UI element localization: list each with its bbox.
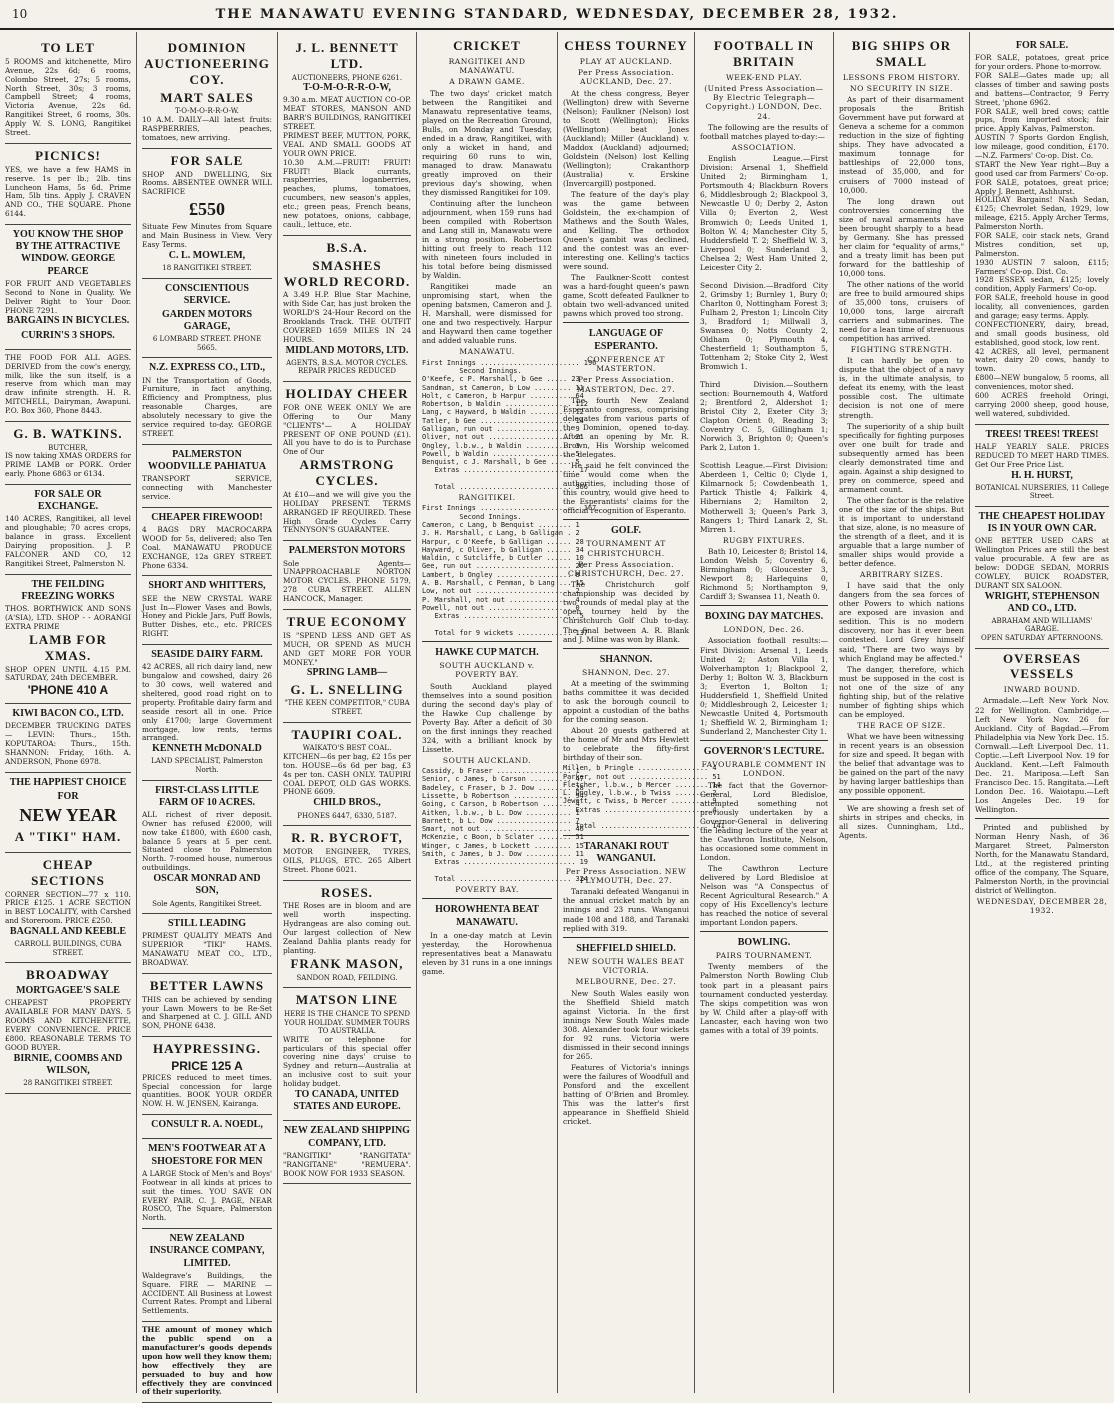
ad-for-sale <box>142 149 272 279</box>
ad-picnics <box>5 144 131 225</box>
page-columns <box>0 32 1114 1397</box>
ad-body: THIS can be achieved by sending your Lawn Mowers to be Re-Set and Sharpened at C. J. GILL AND SON, PHONE 6438. <box>142 994 272 1031</box>
ad-heading: PICNICS! <box>35 147 101 163</box>
ad-price: £550 <box>189 199 225 220</box>
ad-heading: SEASIDE DAIRY FARM. <box>151 649 263 661</box>
ad-cheapest-holiday <box>975 507 1109 649</box>
ad-taupiri-coal <box>283 723 411 827</box>
article-headline: BOXING DAY MATCHES. <box>704 611 824 623</box>
article-subheading: PLAY AT AUCKLAND. <box>579 56 673 66</box>
ad-body: THOS. BORTHWICK AND SONS (A'SIA), LTD. SHOP - - AORANGI EXTRA PRIME <box>5 604 131 631</box>
ad-heading: CONSULT R. A. NOEDL, <box>151 1119 263 1131</box>
article-dateline: Per Press Association. CHRISTCHURCH, Dec. 27. <box>568 559 684 579</box>
ad-subheading: GARDEN MOTORS GARAGE, <box>161 308 253 333</box>
article-paragraph: South Auckland played themselves into a sound position during the second day's play of the Hawke Cup challenge by Poverty Bay. After a deficit of 30 on the first innings they reached 324, with a brilliant knock by Lissette. <box>422 681 552 754</box>
ad-heading: BETTER LAWNS <box>149 977 265 993</box>
ad-subheading: KENNETH McDONALD <box>152 743 262 755</box>
ad-body: ALL richest of river deposit. Owner has refused £2000, will now take £1800, with £600 cash, balance 5 years at 5 per cent. Situated close to Palmerston North. 7-roomed house, numerous outbuildings. <box>142 809 272 873</box>
ad-body: FOR FRUIT AND VEGETABLES Second to None in Quality. We Deliver Right to Your Door. PHONE 7291. <box>5 278 131 315</box>
scoreboard: First Innings ........................ 196 Second Innings. O'Keefe, c P. Marshall, b Gee ..... 23 Sandman, st Cameron, b Low ......... 11 Holt, c Cameron, b Harpur .......... 64 Robertson, b Waldin ................ 112 Lang, c Hayward, b Waldin .......... 12 Tatler, b Gee ...................... 14 Galligan, run out .................. 9 Oliver, not out .................... 21 Ongley, l.b.w., b Waldin ........... 3 Powell, b Waldin ................... 5 Benquist, c J. Marshall, b Gee ..... 5 Extras ........................... 17 Total ........................... 366 <box>422 358 597 491</box>
classified-item: FOR SALE, potatoes, great price for your orders. Phone to-morrow. <box>975 53 1109 72</box>
ad-cheap-sections <box>5 853 131 964</box>
article-headline: GOVERNOR'S LECTURE. <box>703 745 825 757</box>
ad-text: WAIKATO'S BEST COAL. <box>302 744 392 753</box>
ad-heading: DOMINION AUCTIONEERING COY. <box>144 40 270 87</box>
ad-text: FOR <box>57 790 79 802</box>
ad-haypressing <box>142 1037 272 1115</box>
ad-short-whitters <box>142 576 272 645</box>
classified-item: FOR SALE, coir stack nets, Grand Mistres condition, set up, Palmerston. <box>975 231 1109 258</box>
scoreboard-heading: SOUTH AUCKLAND. <box>442 755 532 765</box>
ad-little-farm <box>142 781 272 915</box>
ad-heading: THE CHEAPEST HOLIDAY IS IN YOUR OWN CAR. <box>978 510 1106 534</box>
scoreboard-heading: POVERTY BAY. <box>455 885 519 895</box>
ad-holiday-cheer <box>283 382 411 541</box>
article-subheading: THE RACE OF SIZE. <box>857 720 946 730</box>
article-paragraph: The fourth New Zealand Esperanto congress, comprising delegates from various parts of the Dominion, opened to-day. After an opening by Mr. R. Brown, His Worship welcomed the delegates. <box>563 395 689 459</box>
article-paragraph: We are showing a fresh set of shirts in stripes and checks, in all sizes. Cunningham, Ltd., Agents. <box>839 804 964 841</box>
ad-body: PRIMEST QUALITY MEATS And SUPERIOR "TIKI" HAMS. MANAWATU MEAT CO., LTD., BROADWAY. <box>142 931 272 967</box>
article-headline: BIG SHIPS OR SMALL <box>851 38 952 69</box>
ad-body: CHEAPEST PROPERTY AVAILABLE FOR MANY DAYS. 5 ROOMS AND KITCHENETTE, EVERY CONVENIENCE. PRICE £800. REASONABLE TERMS TO GOOD BUYER. <box>5 998 131 1052</box>
article-paragraph: The fact that the Governor-General, Lord Bledisloe, attempted something not previously undertaken by a Governor-General in delivering the leading lecture of the year at the Cawthron Institute, Nelson, has occasioned some comment in London. <box>700 780 828 862</box>
ad-heading: HAYPRESSING. <box>153 1041 261 1057</box>
ad-body: A LARGE Stock of Men's and Boys' Footwear in all kinds at prices to suit the times. YOU SAVE ON EVERY PAIR. C. J. PAGE, NEAR ROSCO, The Square, Palmerston North. <box>142 1168 272 1223</box>
classified-item: 42 ACRES, all level, permanent water, dairy 20 cows, handy to town. <box>975 346 1109 374</box>
ad-subheading: CURRIN'S 3 SHOPS. <box>21 329 115 341</box>
article-headline: OVERSEAS VESSELS <box>1002 650 1082 682</box>
ad-roses <box>283 881 411 989</box>
article-headline: GOLF. <box>611 525 641 537</box>
article-subheading: FIGHTING STRENGTH. <box>850 345 953 355</box>
ad-heading: R. R. BYCROFT, <box>291 830 403 846</box>
ad-watkins <box>5 422 131 485</box>
article-subheading: CONFERENCE AT MASTERTON. <box>587 354 665 374</box>
article-paragraph: Armadale.—Left New York Nov. 22 for Wellington. Cambridge.—Left New York Nov. 26 for Auckland. City of Bagdad.—From Philadelphia via New York Dec. 15. Cornwall.—Left Liverpool Dec. 11. Coptic.—Left Liverpool Nov. 19 for Auckland. Kent.—Left Falmouth Dec. 21. Mariposa.—Left San Francisco Dec. 15. Rangitata.—Left London Dec. 16. Waiotapu.—Left Los Angeles Dec. 19 for Wellington. <box>975 696 1109 814</box>
ad-subheading: BUTCHER, <box>48 443 88 452</box>
ad-better-lawns <box>142 974 272 1037</box>
column-8 <box>970 32 1114 1393</box>
ad-heading: TREES! TREES! TREES! <box>985 428 1099 440</box>
imprint: Printed and published by Norman Henry Nash, of 36 Margaret Street, Palmerston North, for the Manawatu Standard, Ltd., at the registered printing office of the company, The Square, Palmerston North, in the provincial district of Wellington. <box>975 822 1109 896</box>
article-paragraph: The long drawn out controversies concerning the size of naval armaments have been brought sharply to a head by Germany. She has pressed her claim for "equality of arms," and a treaty limit has been put forward for the battleship of 10,000 tons. <box>839 196 964 278</box>
ad-text: BOTANICAL NURSERIES, 11 College Street. <box>975 483 1109 501</box>
classified-item: HOLIDAY Bargains! Nash Sedan, £125; Chevrolet Sedan, 1929, low mileage, £215. Apply Archer Terms, Palmerston North. <box>975 195 1109 232</box>
article-paragraph: The following are the results of football matches played to-day:— <box>700 122 828 141</box>
article-paragraph: At a meeting of the swimming baths committee it was decided to ask the borough council to appoint a custodian of the baths for the coming season. <box>563 679 689 725</box>
ad-text: 18 RANGITIKEI STREET. <box>162 263 252 272</box>
section-heading: FOR SALE. <box>1015 40 1069 51</box>
article-paragraph: The superiority of a ship built specifically for fighting purposes over one built for trade and subsequently armed has been clearly demonstrated time and again. Against a ship designed to prey on commerce, speed and armament count. <box>839 421 964 494</box>
ad-milk <box>5 350 131 422</box>
ad-body: IN the Transportation of Goods, Furniture, in fact anything, Efficiency and Promptness, plus reasonable Charges, are absolutely necessary to give the service required to-day. GEORGE STREET. <box>142 375 272 438</box>
article-headline: TARANAKI ROUT WANGANUI. <box>583 840 669 864</box>
ad-heading: G. B. WATKINS. <box>13 426 123 441</box>
ad-body: SHOP OPEN UNTIL 4.15 P.M. SATURDAY, 24th DECEMBER. <box>5 664 131 683</box>
column-2 <box>137 32 278 1397</box>
ad-nz-shipping <box>283 1121 411 1184</box>
ad-subheading: MIDLAND MOTORS, LTD. <box>285 344 409 356</box>
ad-heading: NEW ZEALAND INSURANCE COMPANY, LIMITED. <box>149 1233 265 1269</box>
article-subheading: RANGITIKEI AND MANAWATU. <box>448 56 526 76</box>
column-4 <box>417 32 597 1393</box>
column-1 <box>0 32 137 1393</box>
ad-heading: MATSON LINE <box>295 992 399 1008</box>
article-subheading: TOURNAMENT AT CHRISTCHURCH. <box>586 539 666 558</box>
classified-item: FOR SALE, potatoes, great price; Apply J. Bennett, Ashhurst. <box>975 177 1109 196</box>
ad-text: REPAIR PRICES REDUCED <box>298 367 396 376</box>
ad-text: ABRAHAM AND WILLIAMS' GARAGE. <box>991 616 1093 634</box>
ad-body: At £10—and we will give you the HOLIDAY PRESENT. TERMS ARRANGED IF REQUIRED. These High Grade Cycles Carry TENNYSON'S GUARANTEE. <box>283 489 411 535</box>
ad-body: "RANGITIKI" "RANGITATA" "RANGITANE" "REMUERA". BOOK NOW FOR 1933 SEASON. <box>283 1150 411 1178</box>
ad-body: DECEMBER TRUCKING DATES— LEVIN: Thurs., 15th. KOPUTAROA: Thurs., 15th. SHANNON: Friday, 16th. A. ANDERSON, Phone 6978. <box>5 721 131 766</box>
ad-body: Sole Agents— UNAPPROACHABLE NORTON MOTOR CYCLES. PHONE 5179, 278 CUBA STREET. ALLEN HANCOCK, Manager. <box>283 558 411 604</box>
ad-heading: FOR SALE <box>170 152 244 168</box>
ad-body: SHOP AND DWELLING, Six Rooms. ABSENTEE OWNER WILL SACRIFICE <box>142 169 272 197</box>
article-paragraph: The other nations of the world are free to build armoured ships of 35,000 tons, cruisers of 10,000 tons, large aircraft carriers and submarines. The need for a lean time of strenuous competition has arrived. <box>839 279 964 344</box>
article-paragraph: I have said that the only dangers from the sea forces of other Powers to which nations are exposed are invasion and sedition. This is no modern discovery, nor has it ever been contested. Lord Grey himself said, "There are two ways by which England may be affected." <box>839 581 964 663</box>
scoreboard: First Innings ........................ 167 Second Innings. Cameron, c Lang, b Benquist ........ 1 J. H. Marshall, c Lang, b Galligan . 2 Harpur, c O'Keefe, b Galligan ...... 28 Hayward, c Oliver, b Galligan ...... 34 Waldin, c Sutcliffe, b Cutler ...... 10 Gee, run out ....................... 20 Lambert, b Ongley .................. 8 A. B. Marshall, c Penman, b Lang ... 15 Low, not out ....................... 2 P. Marshall, not out ............... 4 Powell, not out .................... 0 Extras ........................... 5 Total for 9 wickets ............. 137 <box>422 504 597 637</box>
ad-subheading: BARGAINS IN BICYCLES. <box>6 315 130 327</box>
ad-kiwi-bacon <box>5 704 131 773</box>
classified-item: FOR SALE—Gates made up; all classes of timber and sawing posts and battens—Contractor, 9 Ferry Street, 'phone 6962. <box>975 70 1109 107</box>
article-headline: CRICKET <box>453 38 521 53</box>
ad-heading: STILL LEADING <box>167 918 247 930</box>
ad-bennett <box>283 36 411 236</box>
ad-phone: 'PHONE 410 A <box>27 683 109 698</box>
ad-garden-motors <box>142 279 272 359</box>
ad-subheading: T-O-M-O-R-R-O-W, <box>303 82 391 94</box>
article-subheading: LESSONS FROM HISTORY. <box>842 72 961 82</box>
ad-body: 10 A.M. DAILY—All latest fruits: RASPBERRIES, peaches, tomatoes, new arriving. <box>142 114 272 142</box>
results-list: Association football results:— First Division: Arsenal 1, Leeds United 2; Aston Villa 1, Wolverhampton 1; Blackpool 2, Derby 1; Bolton W. 3, Blackburn 3; Everton 1, Bolton 1; Huddersfield 1, Sheffield United 0; Middlesbrough 2, Leicester 1; Newcastle United 4, Portsmouth 1; Sheffield W. 2, Birmingham 1; Sunderland 2, Manchester City 1. <box>700 636 828 736</box>
ad-dominion <box>142 36 272 149</box>
ad-body: HALF YEARLY SALE. PRICES REDUCED TO MEET HARD TIMES. Get Our Free Price List. <box>975 441 1109 469</box>
classified-item: 1930 AUSTIN 7 saloon, £115; Farmers' Co-op. Dist. Co. <box>975 257 1109 276</box>
article-subheading: INWARD BOUND. <box>1003 685 1081 695</box>
ad-text: T-O-M-O-R-R-O-W. <box>175 107 239 116</box>
article-paragraph: Features of Victoria's innings were the failures of Woodfull and Ponsford and the excellent batting of O'Brien and Bromley. This was the latter's first appearance in Sheffield Shield cricket. <box>563 1062 689 1126</box>
article-paragraph: The danger, therefore, which must be supposed in the cost is not one of the size of any fighting ship, but of the relative number of fighting ships which can be employed. <box>839 664 964 719</box>
ad-body: 140 ACRES, Rangitikei, all level and ploughable; 70 acres crops, balance in grass. Excellent Dairying proposition. J. P. FALCONER AND CO, 12 Rangitikei Street, Palmerston N. <box>5 514 131 568</box>
article-dateline: Per Press Association. MASTERTON, Dec. 27. <box>576 375 676 394</box>
ad-text: CARROLL BUILDINGS, CUBA STREET. <box>14 940 122 957</box>
article-subheading: A DRAWN GAME. <box>449 77 525 87</box>
ad-body: 9.30 a.m. MEAT AUCTION CO-OP. MEAT STORES, MANSON AND BARR'S BUILDINGS, RANGITIKEI STREET. <box>283 95 411 132</box>
ad-heading: CONSCIENTIOUS SERVICE. <box>165 282 249 306</box>
article-headline: HAWKE CUP MATCH. <box>435 646 539 658</box>
ad-subheading: CHILD BROS., <box>313 797 381 809</box>
ad-heading: B.S.A. <box>326 239 368 255</box>
ad-body: FOR ONE WEEK ONLY We are Offering to Our Many "CLIENTS"— A HOLIDAY PRESENT OF ONE POUND (£1). All you have to do is to Purchase One of Our <box>283 402 411 457</box>
ad-heading: THE HAPPIEST CHOICE <box>9 776 127 788</box>
scoreboard: Millen, b Pringle ................. 4 Parker, not out ................... 51 Fletcher, l.b.w., b Mercer ........ 14 L. Ongley, l.b.w., b Twiss ........ 2 Jewett, c Twiss, b Mercer ......... 9 Extras ......................... 4 Total .......................... 141 <box>563 764 725 831</box>
ad-text: AGENTS, B.S.A. MOTOR CYCLES. <box>286 358 408 367</box>
ad-subheading: ARMSTRONG CYCLES. <box>299 457 395 489</box>
ad-subheading: H. H. HURST, <box>1011 469 1073 481</box>
ad-subheading: FRANK MASON, <box>290 955 404 971</box>
ad-heading: THE FEILDING FREEZING WORKS <box>21 578 115 602</box>
ad-heading: SHORT AND WHITTERS, <box>148 580 266 592</box>
ad-body: IS "SPEND LESS AND GET AS MUCH, OR SPEND AS MUCH AND GET MORE FOR YOUR MONEY." <box>283 630 411 667</box>
article-paragraph: Rangitikei made an unpromising start, when the opening batsmen, Cameron and J. H. Marshall, were dismissed for one and two respectively. Harpur and Hayward then came together and added valuable runs. <box>422 282 552 346</box>
ad-heading: NEW ZEALAND SHIPPING COMPANY, LTD. <box>284 1125 410 1149</box>
ad-text: "THE KEEN COMPETITOR," CUBA STREET. <box>284 699 410 716</box>
article-subheading: NO SECURITY IN SIZE. <box>850 83 953 93</box>
ad-nz-insurance <box>142 1229 272 1322</box>
ad-body: THE amount of money which the public spend on a manufacturer's goods depends upon how well they know them; how effectively they are persuaded to buy and how effectively they are convinced of their superiority. <box>142 1325 272 1397</box>
ad-money <box>142 1322 272 1403</box>
article-paragraph: He said he felt convinced the time would come when the authorities, including those of this country, would give heed to the Esperantists' claims for the official recognition of Esperanto. <box>563 460 689 516</box>
ad-text: PHONES 6447, 6330, 5187. <box>297 811 397 820</box>
ad-body: CORNER SECTION—77 x 110. PRICE £125. 1 ACRE SECTION in BEST LOCALITY, with Carshed and Storeroom. PRICE £250. <box>5 889 131 926</box>
masthead <box>0 0 1114 30</box>
classified-item: 1928 ESSEX sedan, £125; lovely condition, Apply Farmers' Co-op. <box>975 275 1109 294</box>
ad-body: TRANSPORT SERVICE, connecting with Manchester service. <box>142 474 272 501</box>
ad-body: SEE the NEW CRYSTAL WARE Just In—Flower Vases and Bowls, Honey and Pickle Jars, Puff Bowls, Butter Dishes, etc., etc. PRICES RIGHT. <box>142 593 272 639</box>
ad-text: SANDON ROAD, FEILDING. <box>296 973 398 982</box>
results-list: Bath 10, Leicester 8; Bristol 14, London Welsh 5; Coventry 6, Birmingham 0; Gloucester 3, Newport 8; Harlequins 0, Richmond 5; Northampton 9, Cardiff 3; Swansea 11, Neath 0. <box>700 546 828 601</box>
article-paragraph: At the chess congress, Beyer (Wellington) drew with Severne (Nelson); Faulkner (Nelson) lost to Scott (Wellington); Hicks (Wellington) beat Jones (Auckland); Miller (Auckland) v. Maddox (Auckland) adjourned; Goldstein (Nelson) lost Kelling (Wellington); Crakanthorp (Australia) v. Erskine (Invercargill) postponed. <box>563 88 689 188</box>
ad-body: Waldegrave's Buildings, the Square. FIRE — MARINE — ACCIDENT. All Business at Lowest Current Rates. Prompt and Liberal Settlements. <box>142 1270 272 1316</box>
ad-text: 28 RANGITIKEI STREET. <box>23 1079 113 1088</box>
ad-bsa <box>283 236 411 382</box>
ad-text: A "TIKI" HAM. <box>14 828 122 844</box>
column-6 <box>695 32 834 1393</box>
article-paragraph: The Faulkner-Scott contest was a hard-fought queen's pawn game, Scott defeated Faulkner to obtain two well-advanced united pawns which proved too strong. <box>563 273 689 319</box>
ad-text: HERE IS THE CHANCE TO SPEND YOUR HOLIDAY. SUMMER TOURS TO AUSTRALIA. <box>283 1010 411 1036</box>
article-subheading: ARBITRARY SIZES. <box>859 570 944 580</box>
ad-heading: FIRST-CLASS LITTLE FARM OF 10 ACRES. <box>155 784 259 808</box>
ad-firewood <box>142 508 272 577</box>
article-dateline: LONDON, Dec. 26. <box>723 625 805 635</box>
ad-heading: TAUPIRI COAL. <box>291 726 403 742</box>
ad-body: 42 ACRES, all rich dairy land, new bungalow and cowshed, dairy 26 to 30 cows, well watered and sheltered, good road right on to property. Profitable dairy farm and seaside resort all in one. Price only £1700; large Government mortgage, low rents, terms arranged. <box>142 662 272 743</box>
ad-subheading: MART SALES <box>160 89 254 105</box>
ad-subheading: OSCAR MONRAD AND SON, <box>153 873 261 897</box>
article-subheading: WEEK-END PLAY. <box>725 72 803 82</box>
ad-body: THE Roses are in bloom and are well worth inspecting. Hydrangeas are also coming out. Our largest collection of New Zealand Dahlia plants ready for planting. <box>283 901 411 955</box>
ad-consult <box>142 1115 272 1139</box>
ad-mens-footwear <box>142 1139 272 1229</box>
article-headline: SHEFFIELD SHIELD. <box>576 942 676 954</box>
ad-palmerston-motors <box>283 541 411 610</box>
article-paragraph: The two days' cricket match between the Rangitikei and Manawatu representative teams, played on the Recreation Ground, Bulls, on Monday and Tuesday, ended in a draw, Rangitikei, with only a wicket in hand, and requiring 60 runs to win, managed to draw. Manawatu greatly improved on their previous day's showing, when they dismissed Rangitikei for 109. <box>422 88 552 197</box>
ad-bycroft <box>283 826 411 881</box>
article-headline: HOROWHENTA BEAT MANAWATU. <box>435 904 539 928</box>
article-dateline: SHANNON, Dec. 27. <box>581 667 671 677</box>
ad-heading: KIWI BACON CO., LTD. <box>12 707 124 719</box>
classified-item: £800—NEW bungalow, 5 rooms, all conveniences, motor shed. <box>975 373 1109 392</box>
article-paragraph: New South Wales easily won the Sheffield Shield match against Victoria. In the first innings New South Wales made 308. Alexander took four wickets for 92 runs. Victoria were dismissed in their second innings for 265. <box>563 988 689 1061</box>
ad-body: YES, we have a few HAMS in reserve. 1s per lb.; 2lb. tins Luncheon Hams, 5s 6d. Prime Ham, 5lb tins. Apply J. CRAVEN AND CO., THE SQUARE. Phone 6144. <box>5 164 131 219</box>
ad-body: KITCHEN—6s per bag, £2 15s per ton. HOUSE—6s 6d per bag, £3 4s per ton. CASH ONLY. TAUPIRI COAL DEPOT, OLD GAS WORKS. PHONE 6609. <box>283 751 411 797</box>
ad-heading: CHEAP SECTIONS <box>31 856 105 888</box>
ad-text: Sole Agents, Rangitikei Street. <box>152 899 262 908</box>
article-dateline: Per Press Association. NEW PLYMOUTH, Dec. 27. <box>565 866 687 886</box>
classified-item: FOR SALE, well bred cows; cattle pups, from imported stock; fair price. Apply Kalvas, Palmerston. <box>975 106 1109 134</box>
article-paragraph: Continuing after the luncheon adjournment, when 159 runs had been compiled with Robertson and Lang still in, Manawatu were in a strong position. Robertson hitting out freely to reach 112 with nineteen fours included in his total before being dismissed by Waldin. <box>422 198 552 281</box>
ad-text: NEW YEAR <box>19 804 117 825</box>
ad-still-leading <box>142 914 272 974</box>
ad-to-let <box>5 36 131 144</box>
ad-heading: YOU KNOW THE SHOP BY THE ATTRACTIVE WINDOW. GEORGE PEARCE <box>12 229 124 277</box>
ad-body: Situate Few Minutes from Square and Main Business in View. Very Easy Terms. <box>142 222 272 249</box>
ad-trees <box>975 425 1109 507</box>
ad-text: AUCTIONEERS, PHONE 6261. <box>291 73 403 82</box>
ad-text: OPEN SATURDAY AFTERNOONS. <box>981 633 1103 642</box>
article-paragraph: Twenty members of the Palmerston North Bowling Club took part in a pleasant pairs tournament conducted yesterday. The skips competition was won by W. Child after a play-off with Lancaster, each having won two games with a total of 39 points. <box>700 962 828 1035</box>
scoreboard-heading: MANAWATU. <box>459 347 515 357</box>
classified-item: AUSTIN 7 Sports Gordon English, low mileage, good condition, £170.—N.Z. Farmers' Co-op. Dist. Co. <box>975 133 1109 160</box>
ad-subheading: SMASHES WORLD RECORD. <box>283 257 411 289</box>
ad-body: 10.30 A.M.—FRUIT! FRUIT! FRUIT! Black currants, raspberries, loganberries, peaches, plums, tomatoes, cucumbers, new season's apples, etc.; green peas, French beans, new potatoes, onions, cabbage, cauli., lettuce, etc. <box>283 157 411 229</box>
ad-heading: CHEAPER FIREWOOD! <box>151 511 263 523</box>
ad-subheading: LAMB FOR XMAS. <box>29 631 107 663</box>
page-number: 10 <box>12 7 28 21</box>
ad-heading: FOR SALE OR EXCHANGE. <box>34 489 102 513</box>
article-subheading: FAVOURABLE COMMENT IN LONDON. <box>701 760 827 779</box>
classifieds-for-sale <box>975 36 1109 425</box>
article-paragraph: The feature of the day's play was the game between Goldstein, the ex-champion of Mathews and the South Wales, and Kelling. The orthodox Queen's gambit was declined, and the contest was an ever-interesting one. Kelling's tactics were sound. <box>563 189 689 272</box>
article-headline: LANGUAGE OF ESPERANTO. <box>588 328 664 352</box>
article-dateline: MELBOURNE, Dec. 27. <box>575 977 677 987</box>
ad-heading: PALMERSTON MOTORS <box>288 545 406 557</box>
article-dateline: (United Press Association—By Electric Telegraph—Copyright.) LONDON, Dec. 24. <box>704 83 824 121</box>
article-subheading: NEW SOUTH WALES BEAT VICTORIA. <box>567 956 685 976</box>
article-subheading: PAIRS TOURNAMENT. <box>715 951 813 961</box>
ad-subheading: C. L. MOWLEM, <box>168 249 246 261</box>
ad-broadway <box>5 963 131 1093</box>
ad-heading: MEN'S FOOTWEAR AT A SHOESTORE FOR MEN <box>148 1143 266 1167</box>
column-3 <box>278 32 417 1393</box>
article-subheading: SOUTH AUCKLAND v. POVERTY BAY. <box>439 661 535 680</box>
ad-body: PRICES reduced to meet times. Special concession for large quantities. BOOK YOUR ORDER NOW. H. W. JENSEN, Kairanga. <box>142 1072 272 1109</box>
ad-heading: HOLIDAY CHEER <box>285 385 409 401</box>
ad-price: PRICE 125 A <box>171 1059 243 1074</box>
ad-subheading: WRIGHT, STEPHENSON AND CO., LTD. <box>984 590 1100 614</box>
article-paragraph: What we have been witnessing in recent years is an obsession for size and speed. It began with the belief that advantage was to be gained on the part of the navy by having larger battleships than any possible opponent. <box>839 732 964 796</box>
article-paragraph: As part of their disarmament proposals the British Government have put forward at Geneva a scheme for a common reduction in the size of fighting ships. They have advocated a maximum tonnage for battleships of 22,000 tons, instead of 35,000, and for cruisers of 7000 instead of 10,000. <box>839 95 964 195</box>
ad-body: THE FOOD FOR ALL AGES. DERIVED from the cow's energy, milk, like the sun itself, is a reserve from which man may draw infinite strength. H. R. MITCHELL, Dairyman, Awapuni. P.O. Box 360, Phone 8443. <box>5 352 131 416</box>
ad-nz-express <box>142 358 272 444</box>
ad-subheading: G. L. SNELLING <box>290 681 404 697</box>
overseas-vessels <box>975 651 1109 916</box>
ad-true-economy <box>283 610 411 723</box>
ad-heading: ROSES. <box>321 884 373 900</box>
ad-body: 4 BAGS DRY MACROCARPA WOOD for 5s, delivered; also Ten Coal. MANAWATU PRODUCE EXCHANGE, 12a GREY STREET. Phone 6334. <box>142 524 272 570</box>
ad-body: PRIMEST BEEF, MUTTON, PORK, VEAL AND SMALL GOODS AT YOUR OWN PRICE. <box>283 131 411 158</box>
ad-subheading: TO CANADA, UNITED STATES AND EUROPE. <box>293 1089 401 1113</box>
ad-body: ONE BETTER USED CARS at Wellington Prices are still the best value procurable. A few are as below: DODGE SEDAN, MORRIS COWLEY, BUICK ROADSTER, DURANT SIX SALOON. <box>975 536 1109 590</box>
ad-seaside-farm <box>142 645 272 780</box>
classified-item: START the New Year right—Buy a good used car from Farmers' Co-op. <box>975 159 1109 178</box>
column-7 <box>834 32 970 1393</box>
ad-heading: J. L. BENNETT LTD. <box>295 40 399 71</box>
ad-matson-line <box>283 988 411 1121</box>
ad-body: IS now taking XMAS ORDERS for PRIME LAMB or PORK. Order early. Phone 6863 or 6134. <box>5 451 131 479</box>
ad-happiest-choice <box>5 773 131 853</box>
article-paragraph: Taranaki defeated Wanganui in the annual cricket match by an innings and 23 runs. Wanganui made 108 and 188, and Taranaki replied with 319. <box>563 887 689 933</box>
ad-body: 5 ROOMS and kitchenette, Miro Avenue, 22s 6d; 6 rooms, Colombo Street, 27s; 5 rooms, North Street, 30s; 3 rooms, Campbell Street; 4 rooms, Victoria Avenue, 22s 6d. Rangitikei Street, 6 rooms, 30s. Apply W. S. LONG, Rangitikei Street. <box>5 56 131 137</box>
ad-feilding-freezing <box>5 575 131 704</box>
ad-heading: TRUE ECONOMY <box>286 613 408 629</box>
ad-heading: TO LET <box>41 40 95 55</box>
ad-heading: PALMERSTON WOODVILLE PAHIATUA <box>147 448 267 472</box>
article-paragraph: In a one-day match at Levin yesterday, the Horowhenua representatives beat a Manawatu eleven by 31 runs in a one innings game. <box>422 930 552 976</box>
scoreboard-heading: RANGITIKEI. <box>458 493 516 503</box>
article-paragraph: It can hardly be open to dispute that the object of a navy is, in the ultimate analysis, to defeat its enemy, with the least possible cost. The ultimate decision is not one of mere strength. <box>839 356 964 420</box>
ad-body: WRITE or telephone for particulars of this special offer covering nine days' cruise to Sydney and return—Australia at an inclusive cost to suit your holiday budget. <box>283 1034 411 1089</box>
classified-item: 600 ACRES freehold Oringi, carrying 2000 sheep, good house, well watered, subdivided. <box>975 391 1109 418</box>
article-paragraph: The other factor is the relative one of the size of the ships. But it is important to understand that size, alone, is no measure of the strength of a fleet, and it is arguable that a large number of smaller ships would provide a better defence. <box>839 495 964 568</box>
ad-sale-exchange <box>5 485 131 575</box>
scoreboard: Cassidy, b Fraser .................. 1 Senior, c James, b Carson .......... 47 Badeley, c Fraser, b J. Dow ........ 28 Lissette, b Robertson .............. 94 Going, c Carson, b Robertson ....... 4 Aitken, l.b.w., b L. Dow ........... 1 Barnett, b L. Dow .................. 7 Smart, not out ..................... 46 McKenzie, c Boon, b Sclater ........ 51 Winger, c James, b Lockett ......... 15 Smith, c James, b J. Dow ........... 11 Extras ........................... 19 Total ........................... 324 <box>422 767 588 883</box>
ad-subheading: BAGNALL AND KEEBLE <box>9 926 127 938</box>
ad-subheading: BIRNIE, COOMBS AND WILSON, <box>13 1052 123 1076</box>
ad-subheading: MORTGAGEE'S SALE <box>16 985 120 997</box>
newspaper-title: THE MANAWATU EVENING STANDARD, WEDNESDAY, DECEMBER 28, 1932. <box>215 6 899 22</box>
ad-body: A 3.49 H.P. Blue Star Machine, with Side Car, has just broken the WORLD'S 24-Hour Record on the Brooklands Track. THE OUTFIT COVERED 1659 MILES IN 24 HOURS. <box>283 290 411 344</box>
ad-subheading: SPRING LAMB— <box>306 667 388 679</box>
ad-body: MOTOR ENGINEER, TYRES, OILS, PLUGS, ETC. 265 Albert Street. Phone 6021. <box>283 846 411 874</box>
imprint-date: WEDNESDAY, DECEMBER 28, 1932. <box>976 897 1108 916</box>
article-headline: FOOTBALL IN BRITAIN <box>713 38 815 69</box>
classified-item: FOR SALE, freehold house in good locality, all conveniences, garden and garage; easy terms. Apply. <box>975 293 1109 321</box>
article-dateline: Per Press Association. AUCKLAND, Dec. 27. <box>577 68 675 87</box>
results-list: English League.—First Division: Arsenal 1, Sheffield United 2; Birmingham 1, Portsmouth 4; Blackburn Rovers 6, Middlesbrough 2; Blackpool 3, Newcastle U 0; Derby 2, Aston Villa 0; Everton 2, West Bromwich 0; Leeds United 1, Bolton W. 4; Manchester City 5, Huddersfield T. 2; Sheffield W. 3, Liverpool 0; Sunderland 3, Chelsea 2; West Ham United 2, Leicester City 2. Second Division.—Bradford City 2, Grimsby 1; Burnley 1, Bury 0; Charlton 0, Nottingham Forest 3; Fulham 2, Preston 1; Lincoln City 3, Bradford 1; Millwall 3, Swansea 0; Notts County 2, Oldham 0; Plymouth 4, Chesterfield 1; Southampton 5, Tottenham 2; Stoke City 2, West Bromwich 1. Third Division.—Southern section: Bournemouth 4, Watford 2; Brentford 2, Aldershot 1; Bristol City 2, Exeter City 3; Clapton Orient 0, Reading 3; Coventry C. 5, Gillingham 1; Norwich 3, Brighton 0; Queen's Park 2, Luton 1. Scottish League.—First Division: Aberdeen 1, Celtic 0; Clyde 1, Kilmarnock 5; Cowdenbeath 1, Partick Thistle 4; Falkirk 4, Hibernians 2; Hamilton 2, Motherwell 3; Queen's Park 3, Rangers 1; Third Lanark 2, St. Mirren 1. <box>700 154 828 534</box>
article-subheading: ASSOCIATION. <box>731 143 797 153</box>
article-headline: BOWLING. <box>737 937 791 948</box>
ad-george-pearce <box>5 225 131 350</box>
ad-text: LAND SPECIALIST, Palmerston North. <box>151 757 263 774</box>
ad-transport <box>142 445 272 508</box>
article-paragraph: About 20 guests gathered at the home of Mr and Mrs Hewlett to celebrate the fifty-first birthday of their son. <box>563 726 689 763</box>
ad-text: 6 LOMBARD STREET. PHONE 5665. <box>152 335 262 352</box>
article-headline: SHANNON. <box>599 653 653 665</box>
ad-heading: N.Z. EXPRESS CO., LTD., <box>148 362 266 374</box>
article-subheading: RUGBY FIXTURES. <box>722 535 806 545</box>
article-paragraph: The Christchurch golf championship was decided by two rounds of medal play at the open tourney held by the Christchurch Golf Club to-day. The final between A. R. Blank and J. Milne was won by Blank. <box>563 580 689 644</box>
classified-item: CONFECTIONERY, dairy, bread, and small goods business, old established, good stock, low rent. <box>975 319 1109 347</box>
ad-heading: BROADWAY <box>25 967 111 983</box>
article-headline: CHESS TOURNEY <box>564 38 688 53</box>
article-paragraph: The Cawthron Lecture delivered by Lord Bledisloe at Nelson was "A Conspectus of Recent Agricultural Research." A copy of His Excellency's lecture has reached the notice of several important London papers. <box>700 863 828 927</box>
column-5 <box>558 32 725 1393</box>
